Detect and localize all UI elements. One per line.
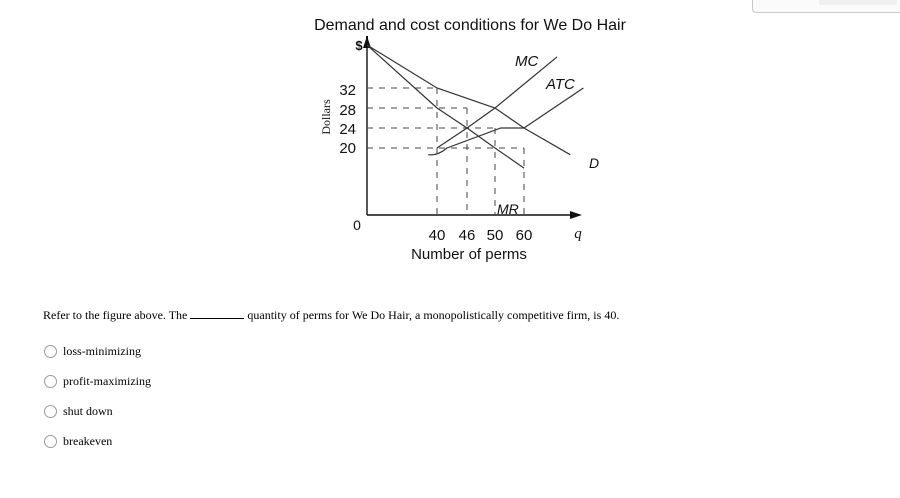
x-tick-label-50: 50 <box>486 227 504 244</box>
radio-button[interactable] <box>44 345 57 358</box>
y-tick-label-20: 20 <box>339 140 356 157</box>
option-label: profit-maximizing <box>63 373 151 388</box>
option-breakeven[interactable] <box>44 426 151 456</box>
series-label-mr: MR <box>497 201 519 217</box>
option-label: shut down <box>63 403 113 418</box>
top-corner-widget-bar <box>819 0 897 5</box>
option-profit-maximizing[interactable] <box>44 366 151 396</box>
option-loss-minimizing[interactable] <box>44 336 151 366</box>
y-tick-label-32: 32 <box>339 82 356 99</box>
y-axis-unit-label: $ <box>355 38 363 53</box>
chart <box>300 0 650 270</box>
y-axis-label: Dollars <box>319 99 333 135</box>
option-label: breakeven <box>63 433 113 448</box>
series-curve-atc <box>428 88 583 155</box>
series-label-mc: MC <box>515 53 539 70</box>
answer-options <box>44 336 151 456</box>
origin-label: 0 <box>353 217 361 233</box>
series-curve-d <box>367 45 570 155</box>
answer-blank <box>190 309 244 319</box>
series-label-atc: ATC <box>546 76 575 93</box>
series-curve-mc <box>437 57 557 148</box>
radio-button[interactable] <box>44 375 57 388</box>
x-tick-label-46: 46 <box>458 227 476 244</box>
x-tick-label-60: 60 <box>515 227 533 244</box>
y-tick-label-28: 28 <box>339 102 356 119</box>
question-suffix: quantity of perms for We Do Hair, a monopolistically competitive firm, is 40. <box>247 308 620 322</box>
question-prefix: Refer to the figure above. The <box>43 308 188 322</box>
series-label-d: D <box>589 155 600 171</box>
question-text <box>43 308 619 323</box>
x-axis-end-label: q <box>574 226 582 242</box>
y-tick-label-24: 24 <box>339 121 356 138</box>
x-tick-label-40: 40 <box>428 227 446 244</box>
radio-button[interactable] <box>44 435 57 448</box>
chart-title: Demand and cost conditions for We Do Hair <box>314 17 626 34</box>
radio-button[interactable] <box>44 405 57 418</box>
option-shut-down[interactable] <box>44 396 151 426</box>
option-label: loss-minimizing <box>63 343 141 358</box>
top-corner-widget[interactable] <box>752 0 900 13</box>
x-axis-label: Number of perms <box>411 246 527 263</box>
